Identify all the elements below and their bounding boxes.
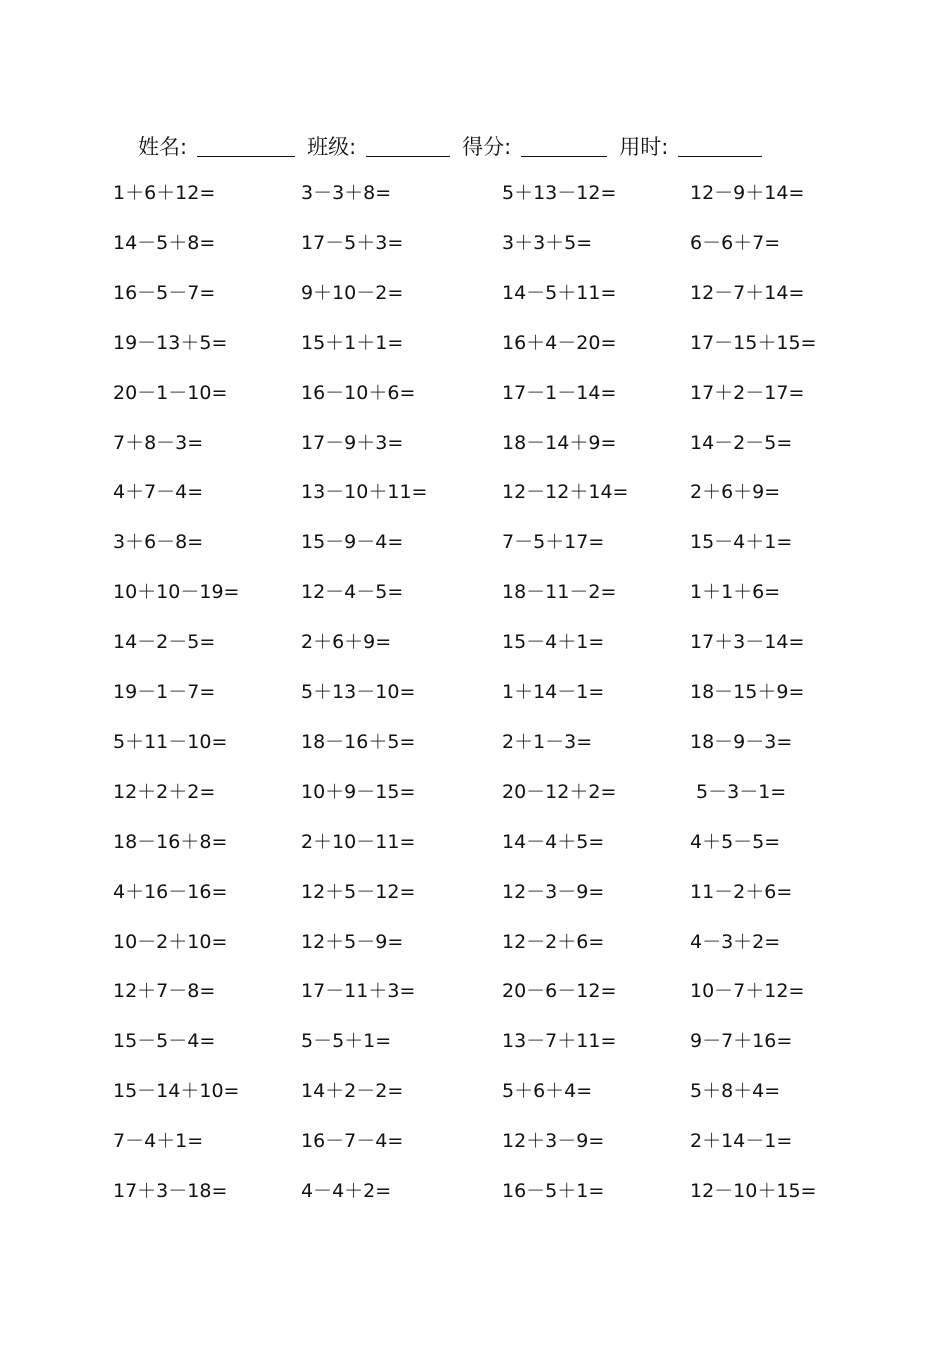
math-problem: 12＋5－12= — [301, 880, 416, 903]
math-problem: 18－11－2= — [502, 581, 617, 604]
problem-row — [0, 727, 950, 757]
math-problem: 15－4＋1= — [690, 531, 793, 554]
math-problem: 12＋2＋2= — [113, 780, 216, 803]
math-problem: 10＋9－15= — [301, 780, 416, 803]
problem-row — [0, 428, 950, 458]
math-problem: 17－15＋15= — [690, 331, 817, 354]
math-problem: 18－9－3= — [690, 730, 793, 753]
math-problem: 13－10＋11= — [301, 481, 428, 504]
math-problem: 17－11＋3= — [301, 980, 416, 1003]
score-label: 得分: — [462, 135, 512, 159]
math-problem: 18－14＋9= — [502, 431, 617, 454]
math-problem: 17＋3－18= — [113, 1180, 228, 1202]
math-problem: 5＋8＋4= — [690, 1080, 781, 1103]
math-problem: 18－15＋9= — [690, 681, 805, 703]
math-problem: 2＋14－1= — [690, 1130, 793, 1153]
math-problem: 12－12＋14= — [502, 481, 629, 504]
math-problem: 12－9＋14= — [690, 182, 805, 204]
math-problem: 12＋7－8= — [113, 980, 216, 1003]
math-problem: 14－5＋8= — [113, 231, 216, 254]
math-problem: 20－6－12= — [502, 980, 617, 1003]
math-problem: 5＋11－10= — [113, 730, 228, 753]
problem-row — [0, 976, 950, 1006]
problem-row — [0, 178, 950, 208]
math-problem: 16－5－7= — [113, 281, 216, 304]
problem-row — [0, 927, 950, 957]
math-problem: 16＋4－20= — [502, 331, 617, 354]
problem-row — [0, 1076, 950, 1106]
math-problem: 14－2－5= — [690, 431, 793, 454]
name-label: 姓名: — [138, 135, 188, 159]
math-problem: 17－1－14= — [502, 381, 617, 404]
math-problem: 16－7－4= — [301, 1130, 404, 1153]
math-problem: 19－1－7= — [113, 681, 216, 703]
math-problem: 7－4＋1= — [113, 1130, 204, 1153]
math-problem: 18－16＋8= — [113, 830, 228, 853]
math-problem: 4＋16－16= — [113, 880, 228, 903]
math-problem: 17＋2－17= — [690, 381, 805, 404]
math-problem: 1＋6＋12= — [113, 182, 216, 204]
math-problem: 3－3＋8= — [301, 182, 392, 204]
math-problem: 15－9－4= — [301, 531, 404, 554]
class-label: 班级: — [307, 135, 357, 159]
problem-row — [0, 228, 950, 258]
problem-row — [0, 1176, 950, 1206]
math-problem: 5－3－1= — [690, 780, 787, 803]
problem-row — [0, 328, 950, 358]
problem-row — [0, 278, 950, 308]
math-problem: 2＋6＋9= — [301, 631, 392, 654]
math-problem: 12＋3－9= — [502, 1130, 605, 1153]
math-problem: 4－3＋2= — [690, 930, 781, 953]
math-problem: 14－5＋11= — [502, 281, 617, 304]
problem-row — [0, 1026, 950, 1056]
math-problem: 18－16＋5= — [301, 730, 416, 753]
math-problem: 15－4＋1= — [502, 631, 605, 654]
math-problem: 10－2＋10= — [113, 930, 228, 953]
math-problem: 5＋6＋4= — [502, 1080, 593, 1103]
math-problem: 2＋10－11= — [301, 830, 416, 853]
math-problem: 3＋6－8= — [113, 531, 204, 554]
problem-row — [0, 877, 950, 907]
problem-row — [0, 777, 950, 807]
math-problem: 19－13＋5= — [113, 331, 228, 354]
math-problem: 12－4－5= — [301, 581, 404, 604]
math-problem: 13－7＋11= — [502, 1030, 617, 1053]
math-problem: 7－5＋17= — [502, 531, 605, 554]
math-problem: 4＋5－5= — [690, 830, 781, 853]
math-problem: 15－5－4= — [113, 1030, 216, 1053]
math-problem: 2＋6＋9= — [690, 481, 781, 504]
math-problem: 11－2＋6= — [690, 880, 793, 903]
math-problem: 9＋10－2= — [301, 281, 404, 304]
math-problem: 4＋7－4= — [113, 481, 204, 504]
math-problem: 12－2＋6= — [502, 930, 605, 953]
math-problem: 5＋13－10= — [301, 681, 416, 703]
math-problem: 16－5＋1= — [502, 1180, 605, 1202]
math-problem: 12－3－9= — [502, 880, 605, 903]
math-problem: 7＋8－3= — [113, 431, 204, 454]
math-problem: 15＋1＋1= — [301, 331, 404, 354]
problem-row — [0, 577, 950, 607]
problem-row — [0, 477, 950, 507]
time-label: 用时: — [619, 135, 669, 159]
math-problem: 17－9＋3= — [301, 431, 404, 454]
problem-row — [0, 627, 950, 657]
problem-row — [0, 527, 950, 557]
math-problem: 14－2－5= — [113, 631, 216, 654]
math-problem: 1＋14－1= — [502, 681, 605, 703]
math-problem: 3＋3＋5= — [502, 231, 593, 254]
math-problem: 5－5＋1= — [301, 1030, 392, 1053]
problem-row — [0, 827, 950, 857]
math-problem: 14－4＋5= — [502, 830, 605, 853]
math-problem: 12－7＋14= — [690, 281, 805, 304]
math-problem: 20－1－10= — [113, 381, 228, 404]
math-problem: 10＋10－19= — [113, 581, 240, 604]
math-problem: 1＋1＋6= — [690, 581, 781, 604]
math-problem: 12＋5－9= — [301, 930, 404, 953]
math-problem: 2＋1－3= — [502, 730, 593, 753]
problem-row — [0, 1126, 950, 1156]
math-problem: 12－10＋15= — [690, 1180, 817, 1202]
math-problem: 17＋3－14= — [690, 631, 805, 654]
math-problem: 5＋13－12= — [502, 182, 617, 204]
math-problem: 6－6＋7= — [690, 231, 781, 254]
math-problem: 10－7＋12= — [690, 980, 805, 1003]
math-problem: 15－14＋10= — [113, 1080, 240, 1103]
math-problem: 20－12＋2= — [502, 780, 617, 803]
math-problem: 16－10＋6= — [301, 381, 416, 404]
math-problem: 9－7＋16= — [690, 1030, 793, 1053]
math-problem: 17－5＋3= — [301, 231, 404, 254]
math-problem: 14＋2－2= — [301, 1080, 404, 1103]
problem-row — [0, 378, 950, 408]
math-problem: 4－4＋2= — [301, 1180, 392, 1202]
problem-row — [0, 677, 950, 707]
